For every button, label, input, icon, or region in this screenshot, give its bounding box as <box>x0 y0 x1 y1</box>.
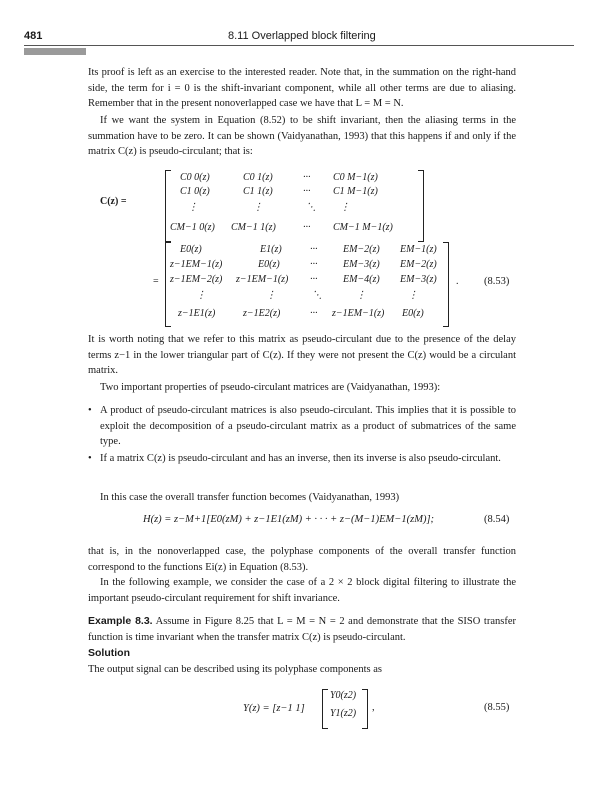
matrix-c-cell: C1 0(z) <box>180 186 210 197</box>
equation-8-55-trailing: , <box>372 702 375 713</box>
matrix-pc-cell: z−1EM−2(z) <box>170 274 223 285</box>
matrix-c-cell: C0 M−1(z) <box>333 172 378 183</box>
example-8-3-body <box>88 614 516 645</box>
equation-label-8-53: (8.53) <box>484 276 510 287</box>
paragraph-pseudo-circulant-note <box>88 332 516 379</box>
matrix-pc-cell: EM−1(z) <box>400 244 437 255</box>
paragraph-proof-text: Its proof is left as an exercise to the interested reader. Note that, in the summation on the right-hand side, the term for i = 0 is the shift-invariant component, while all other terms are due to aliasing. Remember that in the present nonoverlapped case we have that L = M = N. <box>88 67 516 110</box>
paragraph-example-intro <box>88 575 516 606</box>
bullet-item <box>88 451 516 467</box>
matrix-c-cell: ⋮ <box>340 202 350 213</box>
equation-8-55-bottom: Y1(z2) <box>330 708 357 719</box>
matrix-pc-cell: z−1E1(z) <box>178 308 216 319</box>
matrix-pc-cell: z−1E2(z) <box>243 308 281 319</box>
page-number: 481 <box>24 30 43 42</box>
matrix-pc-cell: EM−3(z) <box>343 259 380 270</box>
solution-paragraph <box>88 662 516 678</box>
matrix-pc-trailing: . <box>456 276 459 287</box>
matrix-pc-cell: ⋱ <box>312 290 322 301</box>
paragraph-pseudo-circulant-note-text: It is worth noting that we refer to this matrix as pseudo-circulant due to the presence of the delay terms z−1 in the lower triangular part of C(z). If they were not present the C(z) would be a circulant matrix. <box>88 334 516 377</box>
matrix-pc-cell: ⋮ <box>356 290 366 301</box>
equation-8-55-right-bracket <box>362 689 368 729</box>
matrix-pc-equals: = <box>153 276 159 287</box>
paragraph-polyphase <box>88 544 516 575</box>
header-rule <box>24 45 574 46</box>
matrix-pc-cell: ⋮ <box>266 290 276 301</box>
matrix-pc-cell: EM−3(z) <box>400 274 437 285</box>
matrix-c-cell: ··· <box>303 186 311 197</box>
paragraph-shift-invariant <box>88 113 516 160</box>
equation-8-55-top: Y0(z2) <box>330 690 357 701</box>
example-8-3-label: Example 8.3. <box>88 615 153 627</box>
matrix-pc-cell: EM−4(z) <box>343 274 380 285</box>
matrix-pc-cell: ··· <box>310 274 318 285</box>
solution-heading: Solution <box>88 647 130 659</box>
header-tab-bar <box>24 48 86 55</box>
equation-label-8-55: (8.55) <box>484 702 510 713</box>
matrix-pc-cell: z−1EM−1(z) <box>236 274 289 285</box>
matrix-c-cell: CM−1 1(z) <box>231 222 276 233</box>
matrix-pc-cell: ⋮ <box>196 290 206 301</box>
example-8-3-text: Assume in Figure 8.25 that L = M = N = 2 and demonstrate that the SISO transfer function is time invariant when the transfer matrix C(z) is pseudo-circulant. <box>88 616 516 643</box>
equation-8-54: H(z) = z−M+1[E0(zM) + z−1E1(zM) + · · · + z−(M−1)EM−1(zM)]; <box>143 514 435 525</box>
matrix-pseudo-circulant <box>88 242 518 327</box>
matrix-c-cell: C1 M−1(z) <box>333 186 378 197</box>
matrix-pc-cell: ··· <box>310 244 318 255</box>
matrix-pc-cell: z−1EM−1(z) <box>332 308 385 319</box>
running-header-title: 8.11 Overlapped block filtering <box>228 30 376 42</box>
matrix-pc-right-bracket <box>443 242 449 327</box>
bullet-item <box>88 403 516 450</box>
paragraph-proof <box>88 65 516 112</box>
matrix-pc-cell: ··· <box>310 259 318 270</box>
matrix-c-cell: C0 0(z) <box>180 172 210 183</box>
matrix-pc-cell: E0(z) <box>258 259 280 270</box>
paragraph-overall-transfer <box>88 490 516 506</box>
matrix-c-cell: C1 1(z) <box>243 186 273 197</box>
matrix-c <box>88 170 518 242</box>
matrix-pc-cell: EM−2(z) <box>400 259 437 270</box>
matrix-c-cell: ⋮ <box>188 202 198 213</box>
matrix-pc-cell: E1(z) <box>260 244 282 255</box>
bullet-dot-icon: • <box>88 405 92 416</box>
paragraph-example-intro-text: In the following example, we consider the case of a 2 × 2 block digital filtering to illustrate the important pseudo-circulant requirement for shift invariance. <box>88 577 516 604</box>
matrix-c-cell: ··· <box>303 172 311 183</box>
equation-label-8-54: (8.54) <box>484 514 510 525</box>
equation-8-55-lhs: Y(z) = [z−1 1] <box>243 703 305 714</box>
bullet-item-text: If a matrix C(z) is pseudo-circulant and has an inverse, then its inverse is also pseudo-circulant. <box>100 453 501 464</box>
matrix-pc-cell: E0(z) <box>402 308 424 319</box>
matrix-pc-cell: z−1EM−1(z) <box>170 259 223 270</box>
matrix-pc-cell: ⋮ <box>408 290 418 301</box>
matrix-c-lhs: C(z) = <box>100 196 127 207</box>
paragraph-shift-invariant-text: If we want the system in Equation (8.52) to be shift invariant, then the aliasing terms in the summation have to be zero. It can be shown (Vaidyanathan, 1993) that this happens if and only if the matrix C(z) is pseudo-circulant; that is: <box>88 115 516 158</box>
paragraph-properties-intro <box>88 380 516 396</box>
matrix-pc-cell: EM−2(z) <box>343 244 380 255</box>
paragraph-properties-intro-text: Two important properties of pseudo-circulant matrices are (Vaidyanathan, 1993): <box>100 382 441 393</box>
equation-8-55-left-bracket <box>322 689 328 729</box>
matrix-c-cell: ··· <box>303 222 311 233</box>
bullet-item-text: A product of pseudo-circulant matrices is also pseudo-circulant. This implies that it is possible to exploit the decomposition of a pseudo-circulant matrix as a product of submatrices of the same type. <box>100 405 516 448</box>
bullet-dot-icon: • <box>88 453 92 464</box>
matrix-c-cell: CM−1 0(z) <box>170 222 215 233</box>
paragraph-polyphase-text: that is, in the nonoverlapped case, the polyphase components of the overall transfer function correspond to the functions Ei(z) in Equation (8.53). <box>88 546 516 573</box>
matrix-c-right-bracket <box>418 170 424 242</box>
matrix-c-cell: CM−1 M−1(z) <box>333 222 393 233</box>
matrix-c-cell: ⋱ <box>306 202 316 213</box>
matrix-pc-cell: E0(z) <box>180 244 202 255</box>
paragraph-overall-transfer-text: In this case the overall transfer function becomes (Vaidyanathan, 1993) <box>100 492 400 503</box>
example-8-3 <box>88 614 516 645</box>
matrix-pc-cell: ··· <box>310 308 318 319</box>
matrix-c-cell: C0 1(z) <box>243 172 273 183</box>
matrix-c-cell: ⋮ <box>253 202 263 213</box>
solution-text: The output signal can be described using its polyphase components as <box>88 664 382 675</box>
